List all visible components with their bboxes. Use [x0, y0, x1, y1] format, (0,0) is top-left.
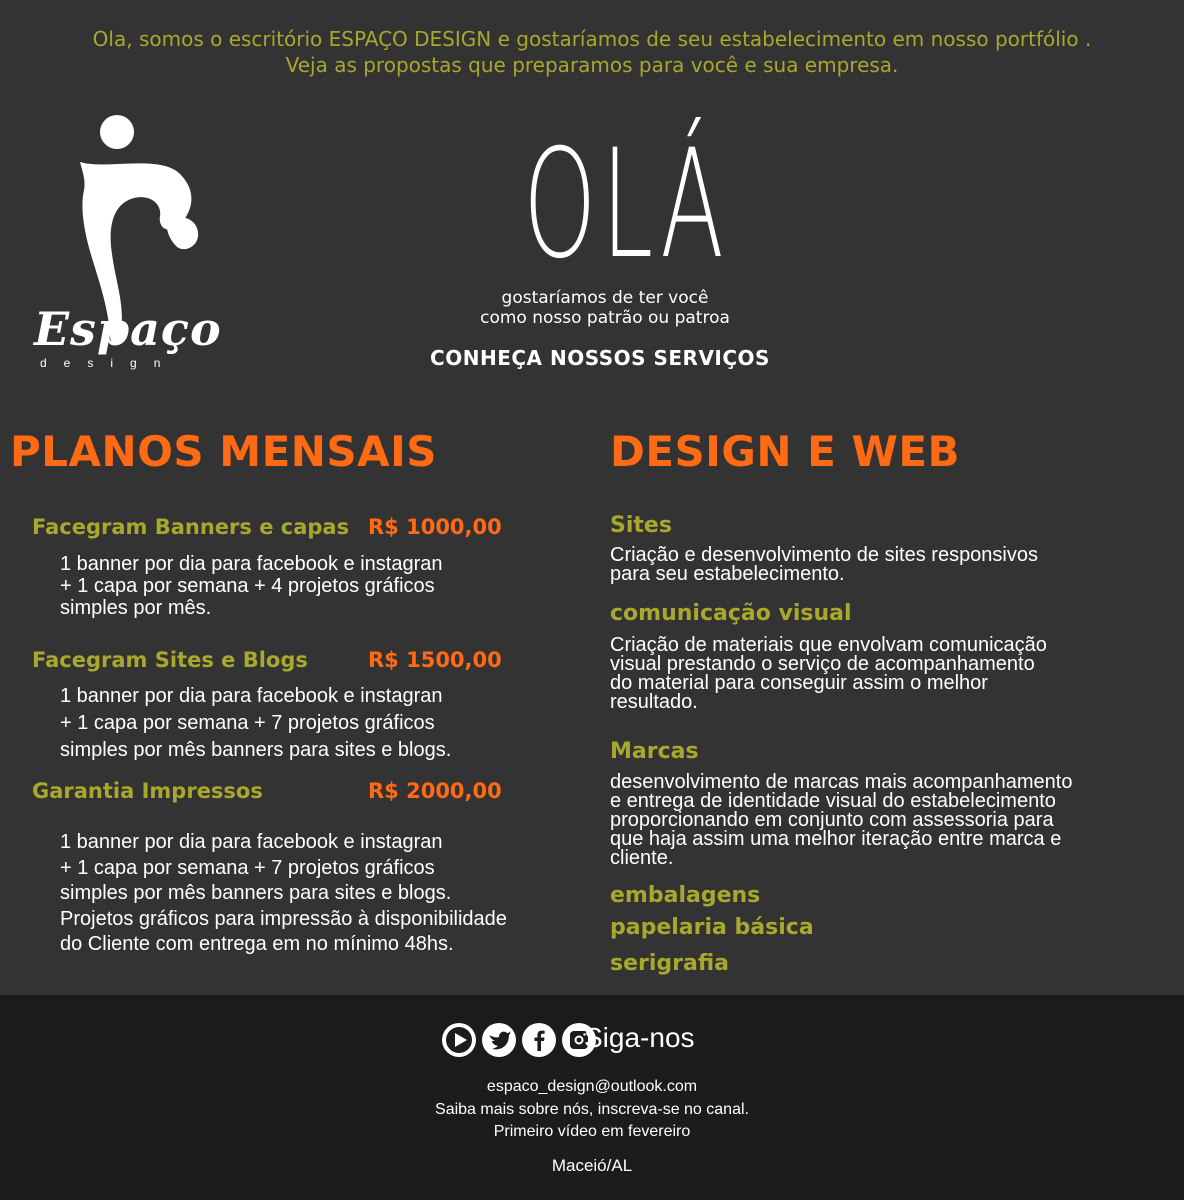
- plan-2-price: R$ 1500,00: [368, 648, 502, 672]
- service-brands-title: Marcas: [610, 739, 699, 764]
- service-packaging: embalagens: [610, 883, 761, 908]
- service-visual-communication-title: comunicação visual: [610, 601, 852, 626]
- plan-1-description: [60, 553, 600, 619]
- channel-info: Saiba mais sobre nós, inscreva-se no canal.: [435, 1101, 749, 1118]
- twitter-icon[interactable]: [482, 1023, 516, 1057]
- hero-title: OLÁ: [523, 118, 729, 292]
- intro-line-2: Veja as propostas que preparamos para você e sua empresa.: [285, 53, 899, 77]
- service-desc-line: do material para conseguir assim o melhor: [610, 672, 988, 694]
- plan-3-price: R$ 2000,00: [368, 779, 502, 803]
- service-desc-line: que haja assim uma melhor iteração entre marca e: [610, 828, 1062, 850]
- service-desc-line: para seu estabelecimento.: [610, 563, 845, 585]
- plan-3-desc-line: do Cliente com entrega em no mínimo 48hs.: [60, 933, 454, 955]
- service-sites-title: Sites: [610, 513, 672, 538]
- service-desc-line: e entrega de identidade visual do estabelecimento: [610, 790, 1056, 812]
- plan-3-name: Garantia Impressos: [32, 779, 263, 803]
- plan-3-desc-line: simples por mês banners para sites e blogs.: [60, 882, 452, 904]
- service-sites-description: [610, 546, 1170, 584]
- service-screen-printing: serigrafia: [610, 951, 730, 976]
- plan-1-name: Facegram Banners e capas: [32, 515, 350, 539]
- service-desc-line: visual prestando o serviço de acompanhamento: [610, 653, 1035, 675]
- youtube-icon[interactable]: [442, 1023, 476, 1057]
- plan-1-desc-line: 1 banner por dia para facebook e instagran: [60, 553, 443, 575]
- location: Maceió/AL: [551, 1156, 633, 1175]
- plan-3-desc-line: + 1 capa por semana + 7 projetos gráficos: [60, 856, 435, 879]
- intro-line-1: Ola, somos o escritório ESPAÇO DESIGN e gostaríamos de seu estabelecimento em nosso portfólio .: [92, 27, 1092, 51]
- hero-subtitle: [410, 288, 800, 328]
- plan-2-name: Facegram Sites e Blogs: [32, 648, 308, 672]
- service-brands-description: [610, 773, 1170, 868]
- plan-1-price: R$ 1000,00: [368, 515, 502, 539]
- service-desc-line: proporcionando em conjunto com assessoria para: [610, 809, 1054, 831]
- service-desc-line: cliente.: [610, 847, 674, 869]
- plan-1-desc-line: + 1 capa por semana + 4 projetos gráficos: [60, 575, 435, 597]
- service-desc-line: Criação de materiais que envolvam comunicação: [610, 634, 1047, 656]
- plans-title: PLANOS MENSAIS: [10, 427, 438, 476]
- hero-subtitle-line-2: como nosso patrão ou patroa: [480, 308, 730, 328]
- plan-3-description: [60, 830, 600, 958]
- contact-email[interactable]: espaco_design@outlook.com: [486, 1078, 698, 1095]
- logo-subtext: design: [40, 356, 178, 370]
- plan-3-desc-line: 1 banner por dia para facebook e instagran: [60, 831, 443, 853]
- plan-1-desc-line: simples por mês.: [60, 597, 212, 619]
- follow-us-label: Siga-nos: [584, 1022, 695, 1053]
- plan-2-description: [60, 683, 600, 764]
- services-cta: CONHEÇA NOSSOS SERVIÇOS: [430, 346, 770, 370]
- service-desc-line: desenvolvimento de marcas mais acompanhamento: [610, 771, 1073, 793]
- plan-2-desc-line: + 1 capa por semana + 7 projetos gráficos: [60, 712, 435, 734]
- facebook-icon[interactable]: [522, 1023, 556, 1057]
- logo-wordmark: Espaço: [34, 302, 222, 356]
- plan-3-desc-line: Projetos gráficos para impressão à disponibilidade: [60, 907, 507, 930]
- plan-2-desc-line: 1 banner por dia para facebook e instagran: [60, 685, 443, 707]
- intro-text: [0, 26, 1184, 78]
- service-desc-line: resultado.: [610, 691, 698, 713]
- hero-subtitle-line-1: gostaríamos de ter você: [501, 288, 709, 308]
- service-visual-communication-description: [610, 636, 1170, 712]
- design-web-title: DESIGN E WEB: [610, 427, 961, 476]
- service-stationery: papelaria básica: [610, 915, 814, 940]
- video-info: Primeiro vídeo em fevereiro: [493, 1123, 691, 1140]
- service-desc-line: Criação e desenvolvimento de sites responsivos: [610, 544, 1038, 566]
- plan-2-desc-line: simples por mês banners para sites e blogs.: [60, 739, 452, 761]
